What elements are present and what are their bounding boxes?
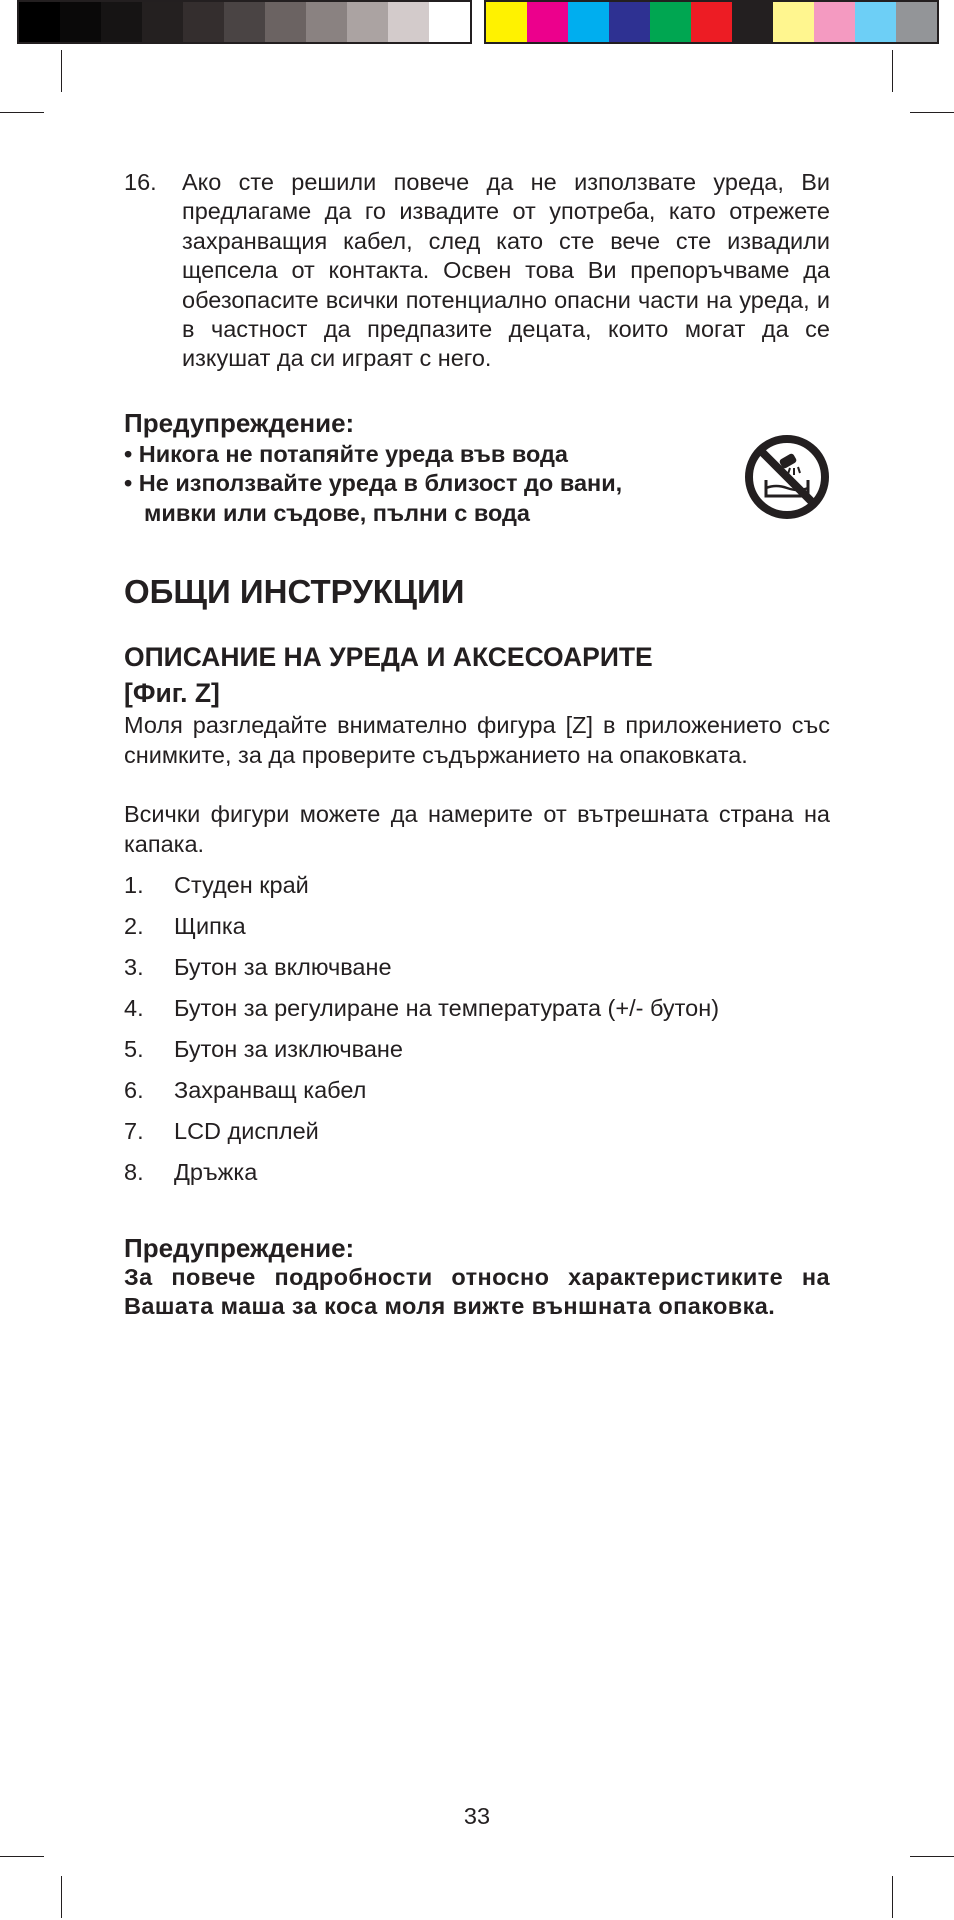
list-item [124, 1076, 830, 1117]
section-heading: ОБЩИ ИНСТРУКЦИИ [124, 573, 465, 611]
parts-list [124, 871, 830, 1199]
crop-mark [910, 1856, 954, 1857]
color-swatch [732, 2, 773, 42]
list-item [124, 871, 830, 912]
list-item-number: 3. [124, 953, 144, 980]
list-item-number: 8. [124, 1158, 144, 1185]
color-swatch [429, 2, 470, 42]
color-swatch [814, 2, 855, 42]
crop-mark [892, 50, 893, 92]
warning-line: • Не използвайте уреда в близост до вани, [124, 470, 623, 497]
color-swatch [388, 2, 429, 42]
color-swatch [347, 2, 388, 42]
warning-block [124, 440, 830, 529]
color-swatch [60, 2, 101, 42]
safety-item-16 [124, 168, 830, 374]
list-item [124, 953, 830, 994]
list-item-label: Бутон за изключване [174, 1035, 403, 1062]
page-content [124, 168, 830, 1322]
page-number: 33 [463, 1803, 491, 1829]
list-item-label: Бутон за включване [174, 953, 392, 980]
color-swatch [142, 2, 183, 42]
list-item [124, 1035, 830, 1076]
list-item-label: Бутон за регулиране на температурата (+/- бутон) [174, 994, 720, 1021]
color-swatch [773, 2, 814, 42]
paragraph: Всички фигури можете да намерите от вътрешната страна на капака. [124, 801, 830, 857]
list-item-number: 7. [124, 1117, 144, 1144]
list-item-number: 6. [124, 1076, 144, 1103]
color-swatch [486, 2, 527, 42]
crop-mark [892, 1876, 893, 1918]
crop-mark [0, 1856, 44, 1857]
color-swatch [19, 2, 60, 42]
crop-mark [61, 50, 62, 92]
color-swatch [650, 2, 691, 42]
color-swatch [101, 2, 142, 42]
warning-title: Предупреждение: [124, 1232, 355, 1263]
figure-reference: [Фиг. Z] [124, 678, 220, 709]
item-number: 16. [124, 169, 157, 195]
list-item-label: Студен край [174, 871, 309, 898]
list-item-label: Щипка [174, 912, 246, 939]
color-swatch [609, 2, 650, 42]
color-swatch [183, 2, 224, 42]
color-swatch [265, 2, 306, 42]
item-text: Ако сте решили повече да не използвате уреда, Ви предлагаме да го извадите от употреба, като отрежете захранващия кабел, след като сте вече сте извадили щепсела от контакта. Освен това Ви препоръчваме да обезопасите всички потенциално опасни части на уреда, и в частност да предпазите децата, които могат да се изкушат да си играят с него. [182, 169, 830, 372]
list-item-number: 2. [124, 912, 144, 939]
paragraph: Моля разгледайте внимателно фигура [Z] в приложението със снимките, за да проверите съдържанието на опаковката. [124, 712, 830, 768]
crop-mark [910, 112, 954, 113]
list-item-number: 5. [124, 1035, 144, 1062]
color-calibration-bar [484, 0, 939, 44]
subsection-heading-line: ОПИСАНИЕ НА УРЕДА И АКСЕСОАРИТЕ [124, 642, 653, 673]
warning-title: Предупреждение: [124, 407, 355, 438]
color-swatch [896, 2, 937, 42]
color-swatch [224, 2, 265, 42]
color-swatch [527, 2, 568, 42]
crop-mark [61, 1876, 62, 1918]
list-item [124, 994, 830, 1035]
list-item-label: Дръжка [174, 1158, 258, 1185]
list-item [124, 1117, 830, 1158]
grayscale-calibration-bar [17, 0, 472, 44]
color-swatch [306, 2, 347, 42]
list-item-number: 4. [124, 994, 144, 1021]
list-item [124, 912, 830, 953]
warning-line: мивки или съдове, пълни с вода [144, 499, 530, 526]
color-swatch [691, 2, 732, 42]
list-item-number: 1. [124, 871, 144, 898]
warning-text: За повече подробности относно характеристиките на Вашата маша за коса моля вижте външната опаковка. [124, 1263, 830, 1320]
list-item-label: Захранващ кабел [174, 1076, 367, 1103]
color-swatch [568, 2, 609, 42]
no-water-icon [744, 434, 830, 520]
subsection-heading [124, 639, 830, 711]
list-item [124, 1158, 830, 1199]
color-swatch [855, 2, 896, 42]
list-item-label: LCD дисплей [174, 1117, 319, 1144]
crop-mark [0, 112, 44, 113]
warning-line: • Никога не потапяйте уреда във вода [124, 440, 568, 467]
